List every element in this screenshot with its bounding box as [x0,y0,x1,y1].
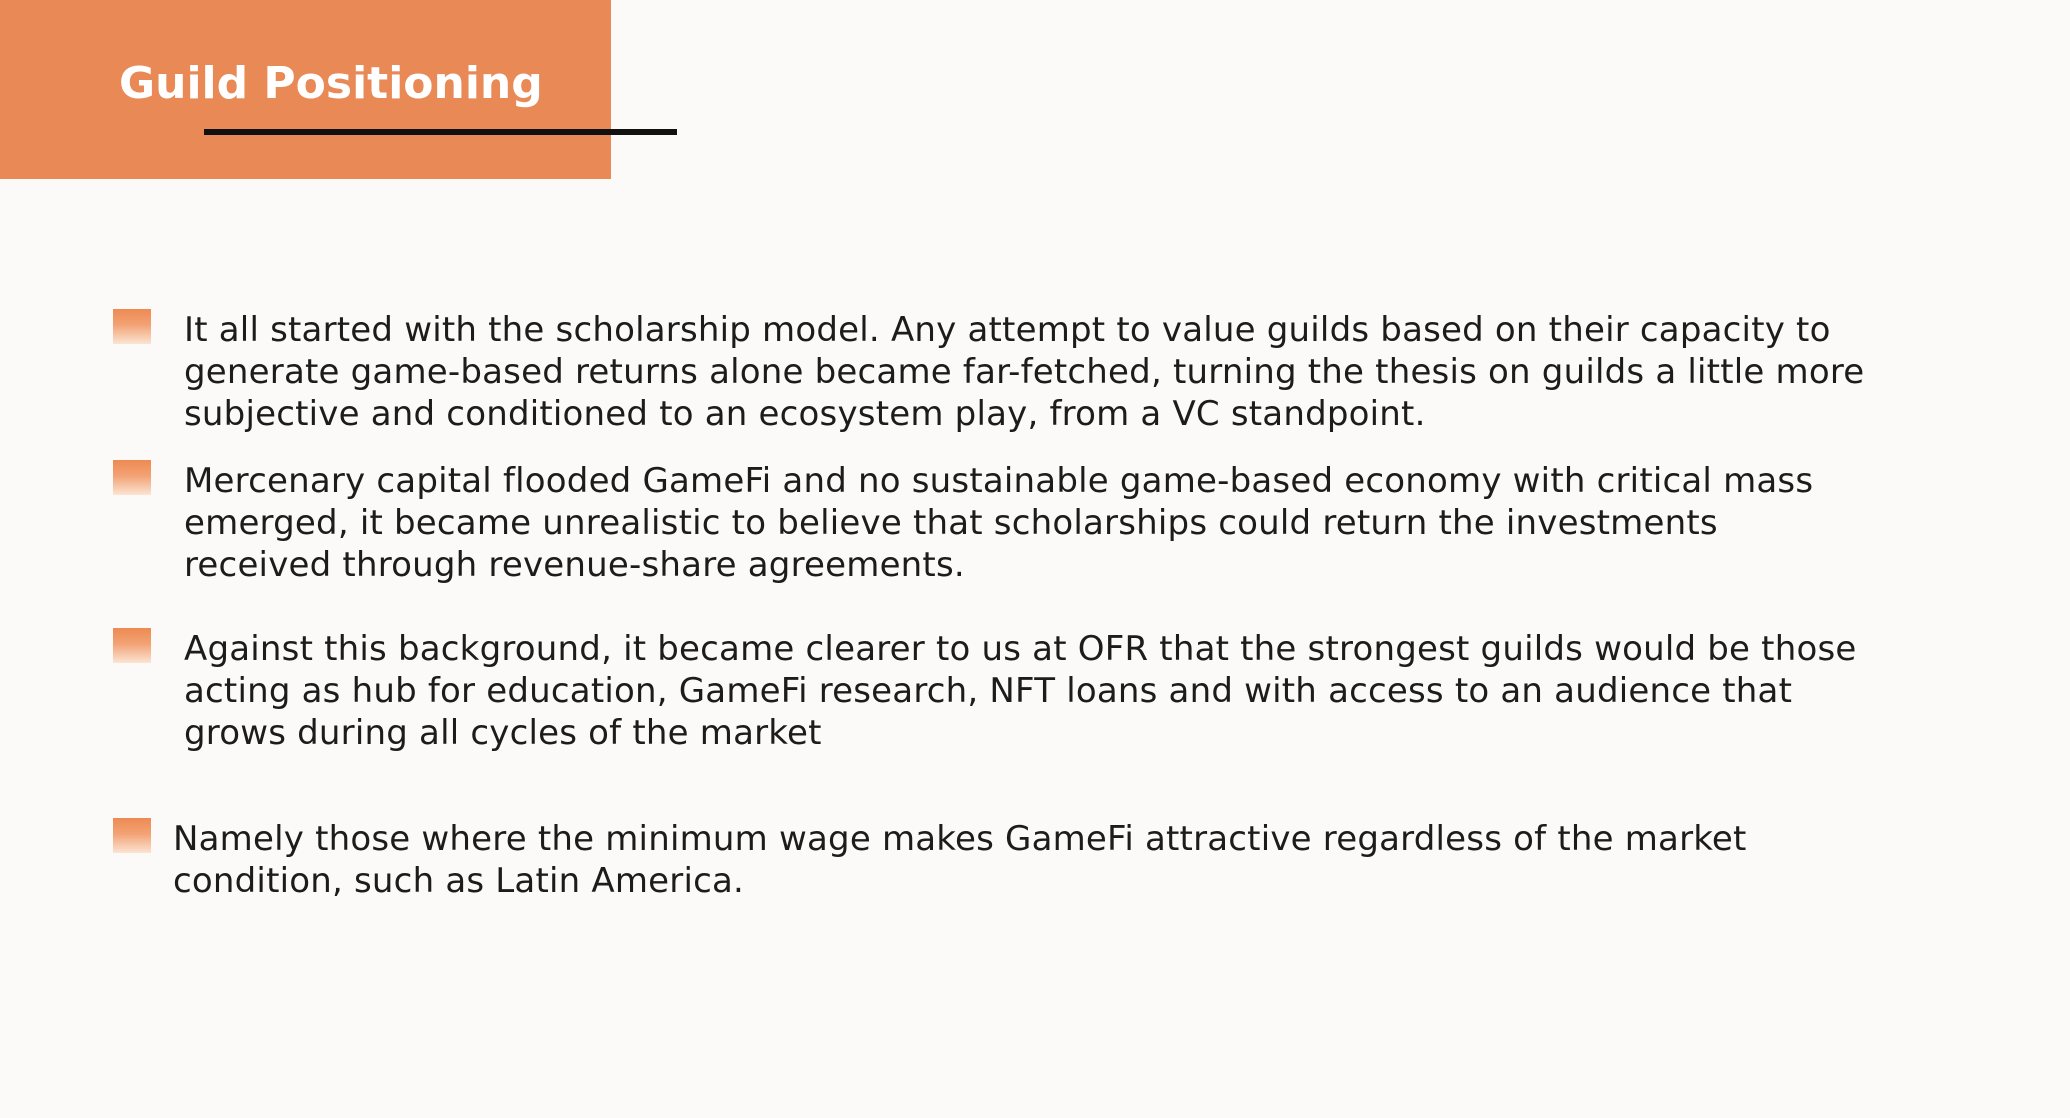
bullet-square-icon [113,460,151,495]
bullet-text: It all started with the scholarship model. Any attempt to value guilds based on their capacity to generate game-based returns alone became far-fetched, turning the thesis on guilds a little more subjective and conditioned to an ecosystem play, from a VC standpoint. [184,310,1865,434]
bullet-square-icon [113,628,151,663]
slide-title: Guild Positioning [119,58,543,109]
bullet-text: Mercenary capital flooded GameFi and no sustainable game-based economy with critical mass emerged, it became unrealistic to believe that scholarships could return the investments received through revenue-share agreements. [184,461,1814,585]
bullet-text: Against this background, it became clearer to us at OFR that the strongest guilds would be those acting as hub for education, GameFi research, NFT loans and with access to an audience that grows during all cycles of the market [184,629,1857,753]
bullet-square-icon [113,818,151,853]
bullet-text: Namely those where the minimum wage makes GameFi attractive regardless of the market condition, such as Latin America. [173,819,1747,901]
bullet-square-icon [113,309,151,344]
